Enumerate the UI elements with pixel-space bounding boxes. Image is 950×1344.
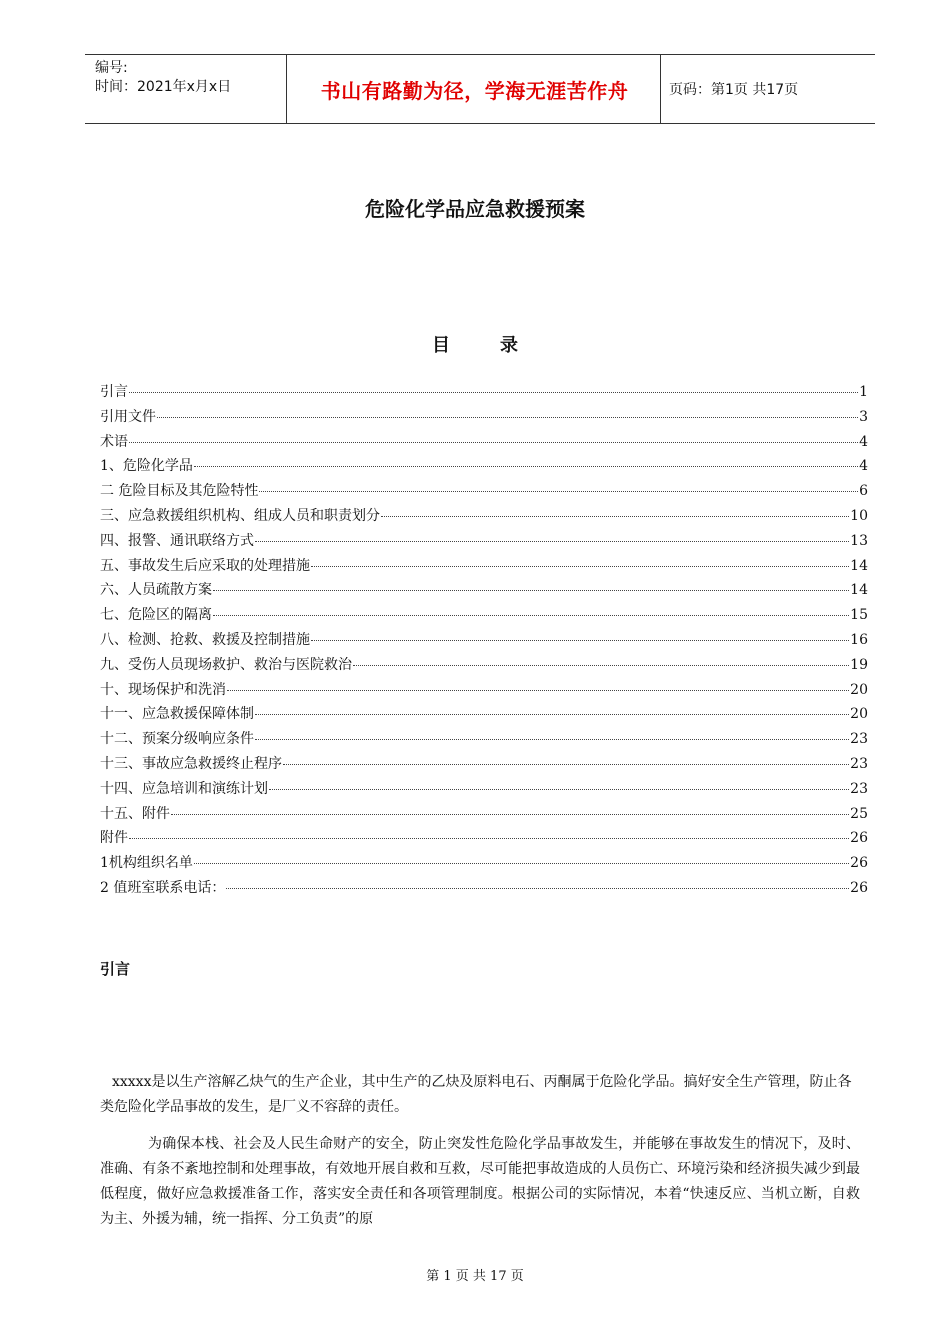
toc-dot-leader <box>269 789 849 790</box>
toc-dot-leader <box>129 442 858 443</box>
toc-entry[interactable] <box>100 381 868 406</box>
toc-entry[interactable] <box>100 505 868 530</box>
toc-entry[interactable] <box>100 803 868 828</box>
toc-entry-page: 26 <box>850 879 868 896</box>
intro-paragraph: xxxxx是以生产溶解乙炔气的生产企业，其中生产的乙炔及原料电石、丙酮属于危险化学品。搞好安全生产管理，防止各类危险化学品事故的发生，是厂义不容辞的责任。 <box>100 1074 852 1115</box>
toc-entry-label: 八、检测、抢救、救援及控制措施 <box>100 631 310 648</box>
toc-title: 目录 <box>432 335 568 356</box>
toc-entry-page: 1 <box>859 384 868 400</box>
page-header <box>85 54 875 124</box>
toc-entry[interactable] <box>100 406 868 431</box>
toc-entry[interactable] <box>100 431 868 456</box>
toc-dot-leader <box>129 392 858 393</box>
toc-entry-page: 3 <box>859 408 868 425</box>
toc-entry[interactable] <box>100 604 868 629</box>
toc-entry-page: 23 <box>850 731 868 748</box>
toc-entry-label: 十三、事故应急救援终止程序 <box>100 755 282 772</box>
toc-entry[interactable] <box>100 703 868 728</box>
toc-entry[interactable] <box>100 728 868 753</box>
header-page-info: 页码：第1页 共17页 <box>669 82 799 98</box>
document-title: 危险化学品应急救援预案 <box>365 197 585 221</box>
toc-entry-label: 十二、预案分级响应条件 <box>100 731 254 748</box>
toc-entry-page: 15 <box>850 607 868 624</box>
toc-entry[interactable] <box>100 877 868 902</box>
toc-dot-leader <box>381 516 849 517</box>
toc-dot-leader <box>255 541 849 542</box>
toc-entry-page: 23 <box>850 755 868 772</box>
toc-entry-label: 五、事故发生后应采取的处理措施 <box>100 557 310 574</box>
intro-paragraph: 为确保本栈、社会及人民生命财产的安全，防止突发性危险化学品事故发生，并能够在事故发生的情况下，及时、准确、有条不紊地控制和处理事故，有效地开展自救和互救，尽可能把事故造成的人员伤亡、环境污染和经济损失减少到最低程度，做好应急救援准备工作，落实安全责任和各项管理制度。根据公司的实际情况，本着“快速反应、当机立断，自救为主、外援为辅，统一指挥、分工负责”的原 <box>100 1136 860 1227</box>
toc-entry-label: 四、报警、通讯联络方式 <box>100 532 254 549</box>
toc-entry-page: 4 <box>859 433 868 450</box>
toc-dot-leader <box>353 665 849 666</box>
header-meta <box>95 59 285 97</box>
toc-entry[interactable] <box>100 753 868 778</box>
toc-entry-label: 十五、附件 <box>100 805 170 822</box>
toc-entry[interactable] <box>100 679 868 704</box>
toc-entry-label: 十一、应急救援保障体制 <box>100 706 254 723</box>
toc-entry-label: 1、危险化学品 <box>100 458 193 475</box>
toc-entry-page: 20 <box>850 706 868 723</box>
toc-dot-leader <box>194 466 858 467</box>
toc-entry-page: 16 <box>850 631 868 648</box>
toc-entry-page: 14 <box>850 582 868 599</box>
toc-entry-page: 10 <box>850 507 868 524</box>
toc-dot-leader <box>129 838 849 839</box>
toc-entry[interactable] <box>100 480 868 505</box>
header-motto: 书山有路勤为径，学海无涯苦作舟 <box>320 78 629 103</box>
number-label: 编号: <box>95 60 128 76</box>
toc-dot-leader <box>255 739 849 740</box>
toc-dot-leader <box>213 615 849 616</box>
toc-entry-page: 20 <box>850 681 868 698</box>
toc-entry-label: 术语 <box>100 433 128 450</box>
toc-dot-leader <box>157 417 858 418</box>
toc-entry-page: 26 <box>850 855 868 872</box>
toc-entry[interactable] <box>100 778 868 803</box>
toc-dot-leader <box>311 566 849 567</box>
toc-dot-leader <box>311 640 849 641</box>
section-heading-intro: 引言 <box>100 960 131 978</box>
toc-dot-leader <box>213 590 849 591</box>
toc-entry-label: 十、现场保护和洗消 <box>100 681 226 698</box>
toc-entry-label: 七、危险区的隔离 <box>100 607 212 624</box>
page-footer: 第 1 页 共 17 页 <box>426 1269 524 1284</box>
toc-dot-leader <box>194 863 849 864</box>
toc-entry-label: 引用文件 <box>100 408 156 425</box>
toc-entry-page: 25 <box>850 805 868 822</box>
toc-entry-label: 九、受伤人员现场救护、救治与医院救治 <box>100 656 352 673</box>
header-divider <box>286 55 287 123</box>
header-divider <box>660 55 661 123</box>
toc-dot-leader <box>171 814 849 815</box>
toc-entry-page: 6 <box>859 483 868 500</box>
toc-entry[interactable] <box>100 555 868 580</box>
toc-entry-page: 19 <box>850 656 868 673</box>
toc-dot-leader <box>255 714 849 715</box>
time-label: 时间：2021年x月x日 <box>95 79 232 95</box>
toc-entry[interactable] <box>100 852 868 877</box>
toc-dot-leader <box>283 764 849 765</box>
toc-entry[interactable] <box>100 827 868 852</box>
toc-entry-page: 26 <box>850 830 868 847</box>
toc-entry-page: 14 <box>850 557 868 574</box>
toc-dot-leader <box>227 690 849 691</box>
toc-entry-label: 三、应急救援组织机构、组成人员和职责划分 <box>100 507 380 524</box>
toc-entry-label: 六、人员疏散方案 <box>100 582 212 599</box>
toc-entry-label: 1机构组织名单 <box>100 855 193 872</box>
toc-entry-page: 4 <box>859 458 868 475</box>
toc-entry-label: 二 危险目标及其危险特性 <box>100 483 259 500</box>
toc-entry-page: 23 <box>850 780 868 797</box>
toc-entry-label: 十四、应急培训和演练计划 <box>100 780 268 797</box>
toc-entry-label: 引言 <box>100 384 128 400</box>
toc-entry[interactable] <box>100 629 868 654</box>
toc-dot-leader <box>226 888 849 889</box>
table-of-contents <box>100 381 868 902</box>
toc-dot-leader <box>259 491 858 492</box>
toc-entry[interactable] <box>100 654 868 679</box>
toc-entry-label: 附件 <box>100 830 128 847</box>
toc-entry-page: 13 <box>850 532 868 549</box>
toc-entry[interactable] <box>100 530 868 555</box>
toc-entry[interactable] <box>100 579 868 604</box>
toc-entry[interactable] <box>100 455 868 480</box>
toc-entry-label: 2 值班室联系电话： <box>100 879 226 896</box>
